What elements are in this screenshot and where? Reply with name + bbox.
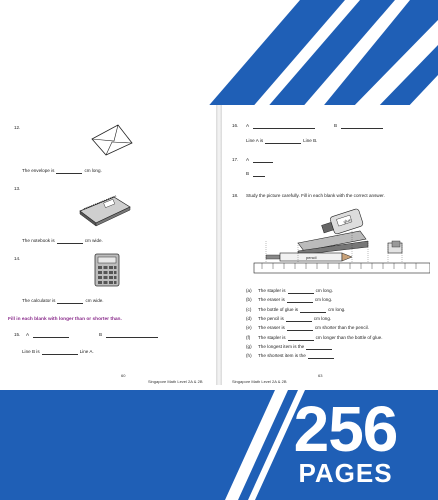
- question-12-text: The envelope is: [22, 168, 55, 173]
- question-12-unit: cm long.: [84, 168, 102, 173]
- item-letter: (h): [246, 353, 252, 359]
- question-17-number: 17.: [232, 157, 239, 162]
- answer-blank[interactable]: [42, 350, 78, 355]
- answer-blank[interactable]: [57, 239, 83, 244]
- question-16-number: 16.: [232, 123, 239, 128]
- measurement-item: [246, 344, 334, 350]
- question-16-text: Line A is: [246, 138, 264, 143]
- answer-blank[interactable]: [287, 326, 313, 331]
- measurement-item: [246, 335, 383, 341]
- measurement-item: [246, 288, 333, 294]
- answer-blank[interactable]: [287, 298, 313, 303]
- item-text-end: cm long.: [313, 315, 332, 321]
- question-13-text: The notebook is: [22, 238, 55, 243]
- right-workbook-page: [222, 105, 438, 385]
- instruction-text: Fill in each blank with longer than or shorter than.: [8, 317, 122, 322]
- item-text-end: cm longer than the bottle of glue.: [315, 334, 383, 340]
- answer-blank[interactable]: [265, 139, 301, 144]
- page-number: 63: [318, 373, 323, 378]
- item-text: The shortest item is the: [258, 353, 306, 359]
- glue-label: glue: [342, 217, 352, 225]
- item-letter: (c): [246, 306, 252, 312]
- answer-blank[interactable]: [57, 299, 83, 304]
- question-15-end: Line A.: [79, 349, 94, 354]
- item-letter: (f): [246, 334, 251, 340]
- page-footer: Singapore Math Level 2A & 2B: [232, 379, 287, 384]
- item-text: The longest item is the: [258, 343, 305, 349]
- item-text: The pencil is: [258, 315, 284, 321]
- item-text: The eraser is: [258, 297, 285, 303]
- question-18-instruction: Study the picture carefully. Fill in each blank with the correct answer.: [246, 193, 385, 198]
- line-b: [341, 128, 383, 129]
- line-a: [253, 162, 273, 163]
- decorative-stripes-top: [0, 0, 438, 110]
- question-15-number: 15.: [14, 332, 21, 337]
- envelope-icon: [88, 123, 136, 157]
- page-count-label: PAGES: [298, 458, 393, 488]
- line-a: [253, 128, 315, 129]
- question-18-number: 18.: [232, 193, 239, 198]
- measurement-item: [246, 307, 345, 313]
- question-16-label-b: B: [334, 123, 338, 128]
- item-letter: (e): [246, 325, 252, 331]
- question-14-text: The calculator is: [22, 298, 56, 303]
- item-text-end: cm long.: [328, 306, 346, 312]
- page-count: 256: [293, 393, 398, 465]
- question-17-label-b: B: [246, 171, 250, 176]
- left-workbook-page: [0, 105, 216, 385]
- question-16-label-a: A: [246, 123, 250, 128]
- answer-blank[interactable]: [300, 308, 326, 313]
- page-footer: Singapore Math Level 2A & 2B: [148, 379, 203, 384]
- item-text: The bottle of glue is: [258, 306, 299, 312]
- measurement-item: [246, 297, 332, 303]
- item-text: The stapler is: [258, 334, 286, 340]
- item-text: The stapler is: [258, 288, 286, 293]
- pencil-label: pencil: [306, 255, 317, 260]
- answer-blank[interactable]: [286, 317, 312, 322]
- notebook-icon: [76, 191, 134, 227]
- question-12-sentence: [22, 168, 102, 174]
- question-15-label-b: B: [99, 332, 103, 337]
- item-letter: (g): [246, 343, 252, 349]
- item-text-end: cm shorter than the pencil.: [314, 325, 369, 331]
- answer-blank[interactable]: [306, 345, 332, 350]
- question-16-end: Line B.: [303, 138, 318, 143]
- question-13-number: 13.: [14, 186, 21, 191]
- measurement-item: [246, 316, 331, 322]
- measurement-item: [246, 325, 369, 331]
- question-13-unit: cm wide.: [84, 238, 103, 243]
- calculator-icon: [94, 253, 120, 287]
- question-16-sentence: [246, 138, 317, 144]
- answer-blank[interactable]: [56, 169, 82, 174]
- page-number: 60: [121, 373, 126, 378]
- question-14-number: 14.: [14, 256, 21, 261]
- measurement-item: [246, 353, 336, 359]
- line-b: [106, 337, 158, 338]
- item-text: The eraser is: [258, 325, 285, 331]
- answer-blank[interactable]: [288, 336, 314, 341]
- item-letter: (a): [246, 288, 252, 293]
- question-14-sentence: [22, 298, 104, 304]
- item-letter: (b): [246, 297, 252, 303]
- question-17-label-a: A: [246, 157, 250, 162]
- item-letter: (d): [246, 315, 252, 321]
- question-15-label-a: A: [26, 332, 30, 337]
- item-text-end: cm long.: [314, 297, 333, 303]
- question-14-unit: cm wide.: [85, 298, 104, 303]
- item-text-end: cm long.: [315, 288, 333, 293]
- answer-blank[interactable]: [308, 354, 334, 359]
- measurement-picture: [240, 201, 430, 283]
- line-a: [33, 337, 69, 338]
- question-15-text: Line B is: [22, 349, 40, 354]
- answer-blank[interactable]: [288, 289, 314, 294]
- question-13-sentence: [22, 238, 103, 244]
- line-b: [253, 176, 265, 177]
- question-15-sentence: [22, 349, 94, 355]
- question-12-number: 12.: [14, 125, 21, 130]
